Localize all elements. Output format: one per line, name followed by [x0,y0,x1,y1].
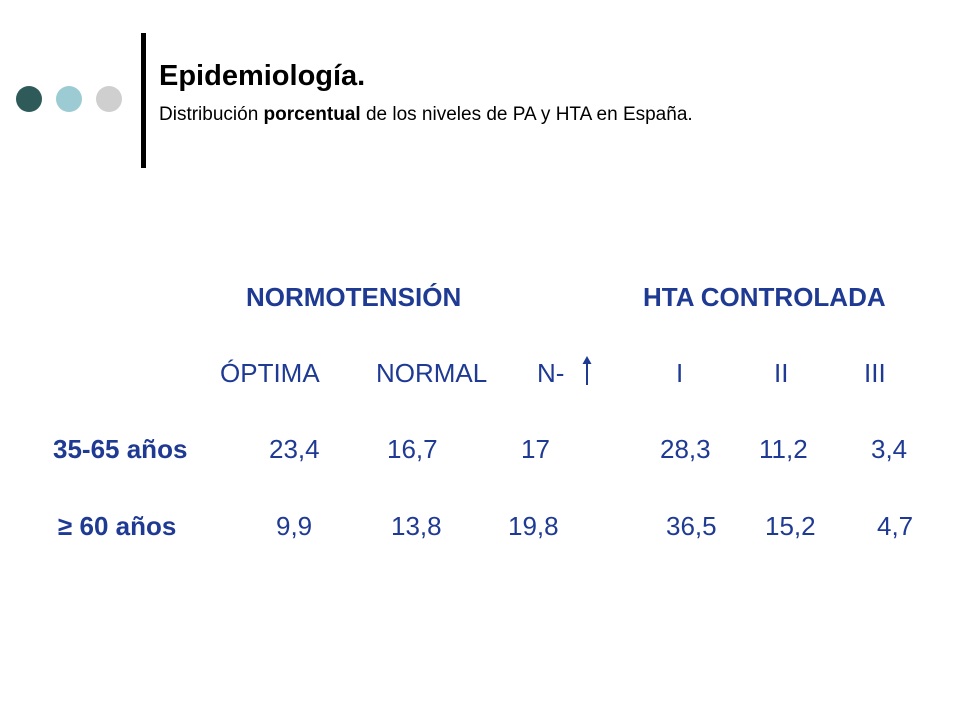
decorative-dot-dark [16,86,42,112]
subtitle-text-end: de los niveles de PA y HTA en España. [360,104,693,125]
subheader-n-high: N- [537,358,565,388]
decorative-dot-teal [56,86,82,112]
table-cell: 3,4 [871,434,908,464]
subheader-normal: NORMAL [376,358,488,388]
accent-bar [141,33,146,168]
group-header-normotension: NORMOTENSIÓN [246,282,462,312]
slide-subtitle [159,104,693,126]
subtitle-text-start: Distribución [159,104,264,125]
subheader-grade-i: I [676,358,684,388]
group-header-hta-controlada: HTA CONTROLADA [643,282,886,312]
subheader-grade-iii: III [864,358,886,388]
table-cell: 13,8 [391,511,442,541]
subheader-optima: ÓPTIMA [220,358,320,388]
subheader-grade-ii: II [774,358,789,388]
table-cell: 4,7 [877,511,914,541]
table-cell: 17 [521,434,550,464]
row-label-60-plus: ≥ 60 años [58,511,177,541]
table-cell: 15,2 [765,511,816,541]
table-cell: 23,4 [269,434,320,464]
table-cell: 11,2 [759,434,808,464]
row-label-35-65: 35-65 años [53,434,188,464]
table-cell: 19,8 [508,511,559,541]
slide-title: Epidemiología. [159,60,366,92]
decorative-dot-gray [96,86,122,112]
table-cell: 36,5 [666,511,717,541]
table-cell: 9,9 [276,511,313,541]
table-cell: 16,7 [387,434,438,464]
subtitle-text-bold: porcentual [263,104,361,125]
up-arrow-icon [580,356,594,386]
table-cell: 28,3 [660,434,711,464]
